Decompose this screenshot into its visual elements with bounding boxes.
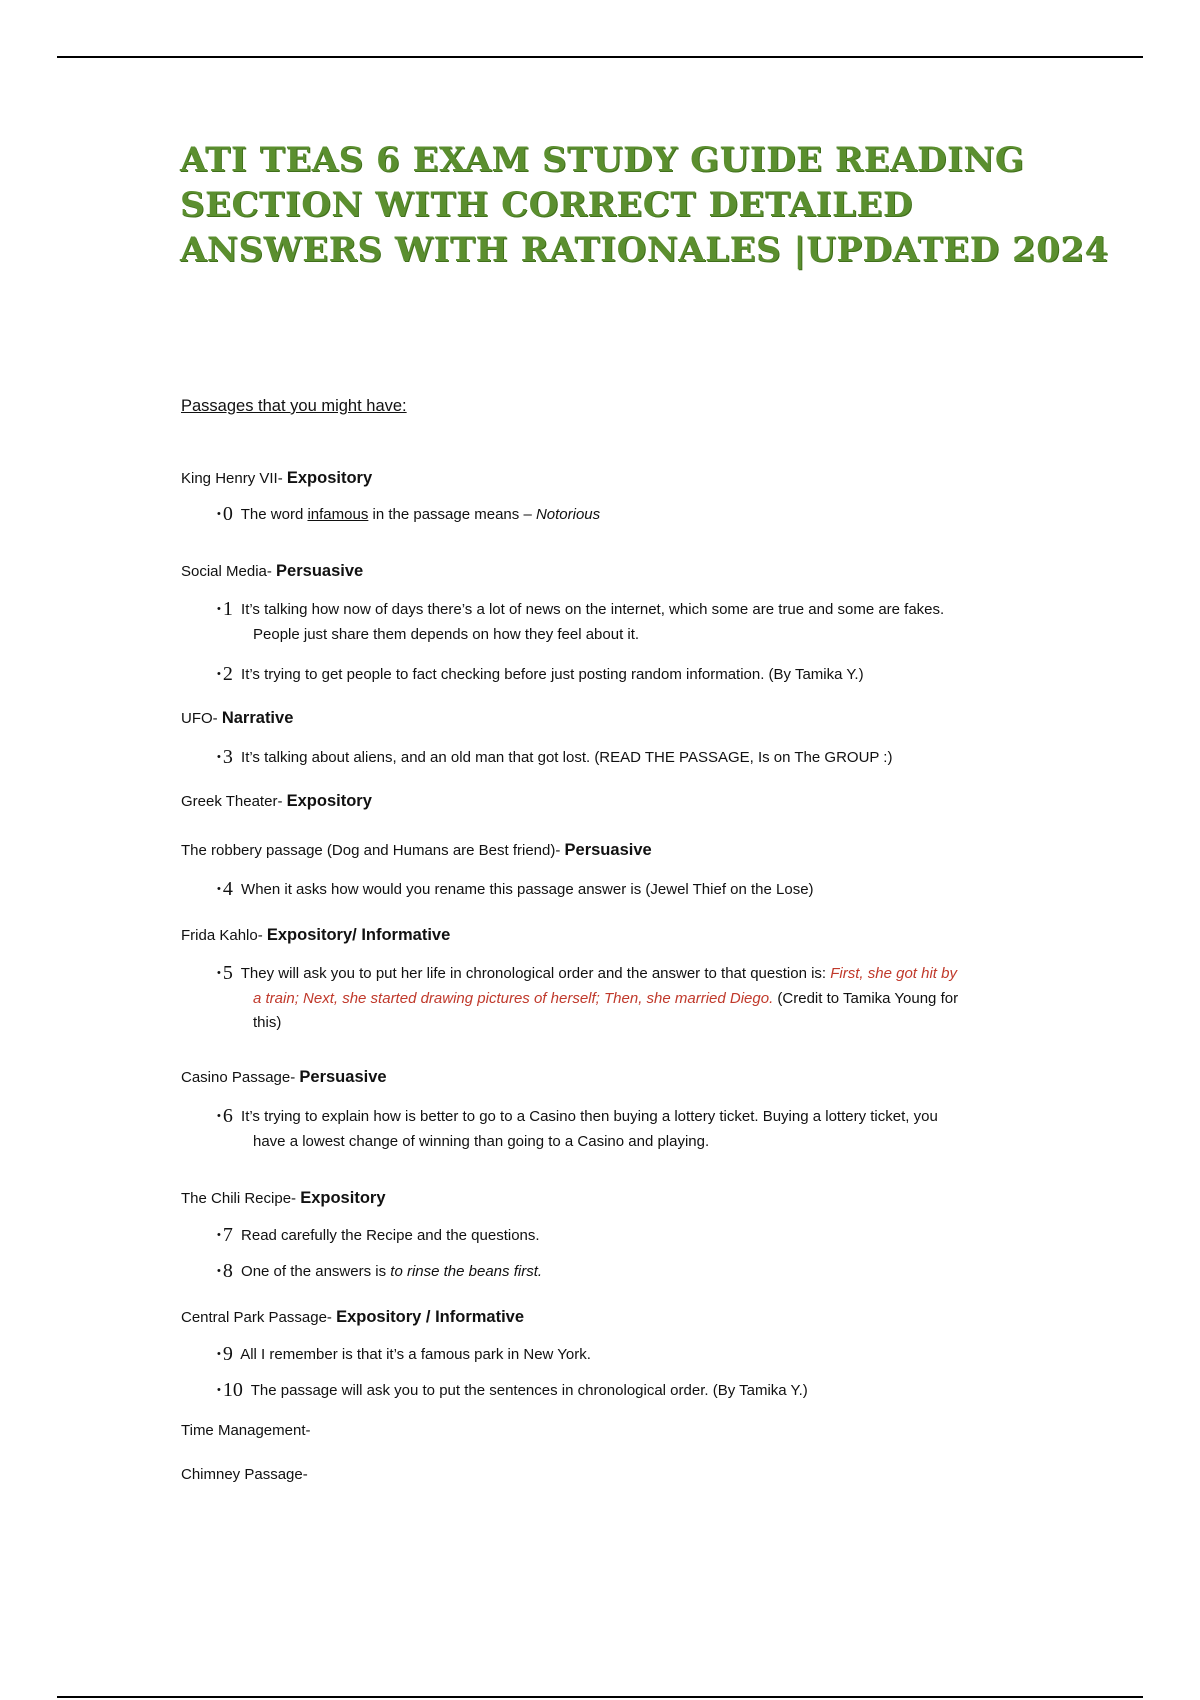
note-number: 3 xyxy=(222,746,233,768)
note-text: The word xyxy=(240,506,308,523)
note-item xyxy=(217,1379,1047,1402)
passage-heading-king-henry xyxy=(181,468,372,489)
document-title: ATI TEAS 6 EXAM STUDY GUIDE READING SECTION WITH CORRECT DETAILED ANSWERS WITH RATIONALES |UPDATED 2024 xyxy=(180,140,1109,270)
bullet-dot-icon: • xyxy=(217,1229,221,1241)
passage-name: Greek Theater- xyxy=(181,793,287,810)
bullet-dot-icon: • xyxy=(217,751,221,763)
passage-genre: Expository xyxy=(286,469,373,487)
note-text: All I remember is that it’s a famous park in New York. xyxy=(240,1346,591,1363)
passage-name: Central Park Passage- xyxy=(181,1309,337,1326)
note-text: in the passage means – xyxy=(368,506,536,523)
bullet-dot-icon: • xyxy=(217,1384,221,1396)
note-number: 1 xyxy=(222,598,233,620)
passage-heading-greek-theater xyxy=(181,791,372,812)
note-text: One of the answers is xyxy=(241,1263,391,1280)
note-answer-red: First, she got hit by xyxy=(830,965,957,982)
passage-name: Chimney Passage- xyxy=(181,1466,308,1483)
passage-heading-chimney xyxy=(181,1465,308,1485)
note-item xyxy=(217,1224,1047,1247)
bullet-dot-icon: • xyxy=(217,883,221,895)
passage-genre: Persuasive xyxy=(299,1068,387,1086)
note-number: 0 xyxy=(222,503,233,525)
note-number: 6 xyxy=(222,1105,233,1127)
note-text-continued: have a lowest change of winning than going to a Casino and playing. xyxy=(253,1133,710,1150)
passage-name: Casino Passage- xyxy=(181,1069,300,1086)
note-text: The passage will ask you to put the sentences in chronological order. (By Tamika Y.) xyxy=(250,1382,808,1399)
note-answer: Notorious xyxy=(535,506,601,523)
bullet-dot-icon: • xyxy=(217,1265,221,1277)
passage-heading-central-park xyxy=(181,1307,524,1328)
note-text-continued xyxy=(217,989,1047,1009)
passage-name: Social Media- xyxy=(181,563,277,580)
passage-heading-time-management xyxy=(181,1421,311,1441)
passage-name: UFO- xyxy=(181,710,222,727)
passage-genre: Expository xyxy=(286,792,372,810)
passage-heading-frida-kahlo xyxy=(181,925,450,946)
note-item xyxy=(217,962,1047,1033)
note-item xyxy=(217,1343,1047,1366)
passage-genre: Persuasive xyxy=(564,841,652,859)
passage-heading-ufo xyxy=(181,708,293,729)
note-credit: (Credit to Tamika Young for xyxy=(773,990,959,1007)
note-item xyxy=(217,663,1047,686)
passage-name: King Henry VII- xyxy=(181,470,287,487)
note-text: They will ask you to put her life in chronological order and the answer to that question is: xyxy=(240,965,831,982)
bullet-dot-icon: • xyxy=(217,1110,221,1122)
note-text: It’s trying to get people to fact checking before just posting random information. (By Tamika Y.) xyxy=(241,666,864,683)
passage-name: The Chili Recipe- xyxy=(181,1190,301,1207)
note-underlined-word: infamous xyxy=(307,506,369,523)
passage-heading-chili-recipe xyxy=(181,1188,386,1209)
note-number: 9 xyxy=(222,1343,233,1365)
passage-genre: Expository / Informative xyxy=(336,1308,525,1326)
note-answer: to rinse the beans first. xyxy=(390,1263,543,1280)
bullet-dot-icon: • xyxy=(217,967,221,979)
note-item xyxy=(217,1260,1047,1283)
note-text-continued: People just share them depends on how they feel about it. xyxy=(253,626,640,643)
note-text-continued: this) xyxy=(253,1014,282,1031)
passage-genre: Expository xyxy=(300,1189,386,1207)
passage-heading-social-media xyxy=(181,561,363,582)
bullet-dot-icon: • xyxy=(217,508,221,520)
note-number: 2 xyxy=(222,663,233,685)
bullet-dot-icon: • xyxy=(217,603,221,615)
note-item xyxy=(217,746,1047,769)
passage-name: Time Management- xyxy=(181,1422,311,1439)
passage-heading-casino xyxy=(181,1067,387,1088)
note-number: 8 xyxy=(222,1260,233,1282)
note-number: 10 xyxy=(222,1379,243,1401)
passage-genre: Expository/ Informative xyxy=(266,926,451,944)
bullet-dot-icon: • xyxy=(217,668,221,680)
note-number: 7 xyxy=(222,1224,233,1246)
note-text: Read carefully the Recipe and the questions. xyxy=(241,1227,540,1244)
note-text: It’s talking how now of days there’s a lot of news on the internet, which some are true and some are fakes. xyxy=(241,601,945,618)
note-text: It’s talking about aliens, and an old man that got lost. (READ THE PASSAGE, Is on The GROUP :) xyxy=(241,749,893,766)
section-subtitle: Passages that you might have: xyxy=(181,397,407,415)
note-item xyxy=(217,503,1047,526)
passage-name: The robbery passage (Dog and Humans are Best friend)- xyxy=(181,842,565,859)
note-text: It’s trying to explain how is better to go to a Casino then buying a lottery ticket. Buying a lottery ticket, you xyxy=(241,1108,938,1125)
note-answer-red: a train; Next, she started drawing pictures of herself; Then, she married Diego. xyxy=(253,990,774,1007)
passage-genre: Persuasive xyxy=(276,562,364,580)
passage-genre: Narrative xyxy=(221,709,294,727)
bullet-dot-icon: • xyxy=(217,1348,221,1360)
note-item xyxy=(217,598,1047,645)
bottom-rule xyxy=(57,1696,1143,1698)
passage-name: Frida Kahlo- xyxy=(181,927,267,944)
note-text: When it asks how would you rename this passage answer is (Jewel Thief on the Lose) xyxy=(241,881,814,898)
note-item xyxy=(217,1105,1047,1152)
note-number: 4 xyxy=(222,878,233,900)
note-item xyxy=(217,878,1047,901)
note-number: 5 xyxy=(222,962,233,984)
passage-heading-robbery xyxy=(181,840,652,861)
